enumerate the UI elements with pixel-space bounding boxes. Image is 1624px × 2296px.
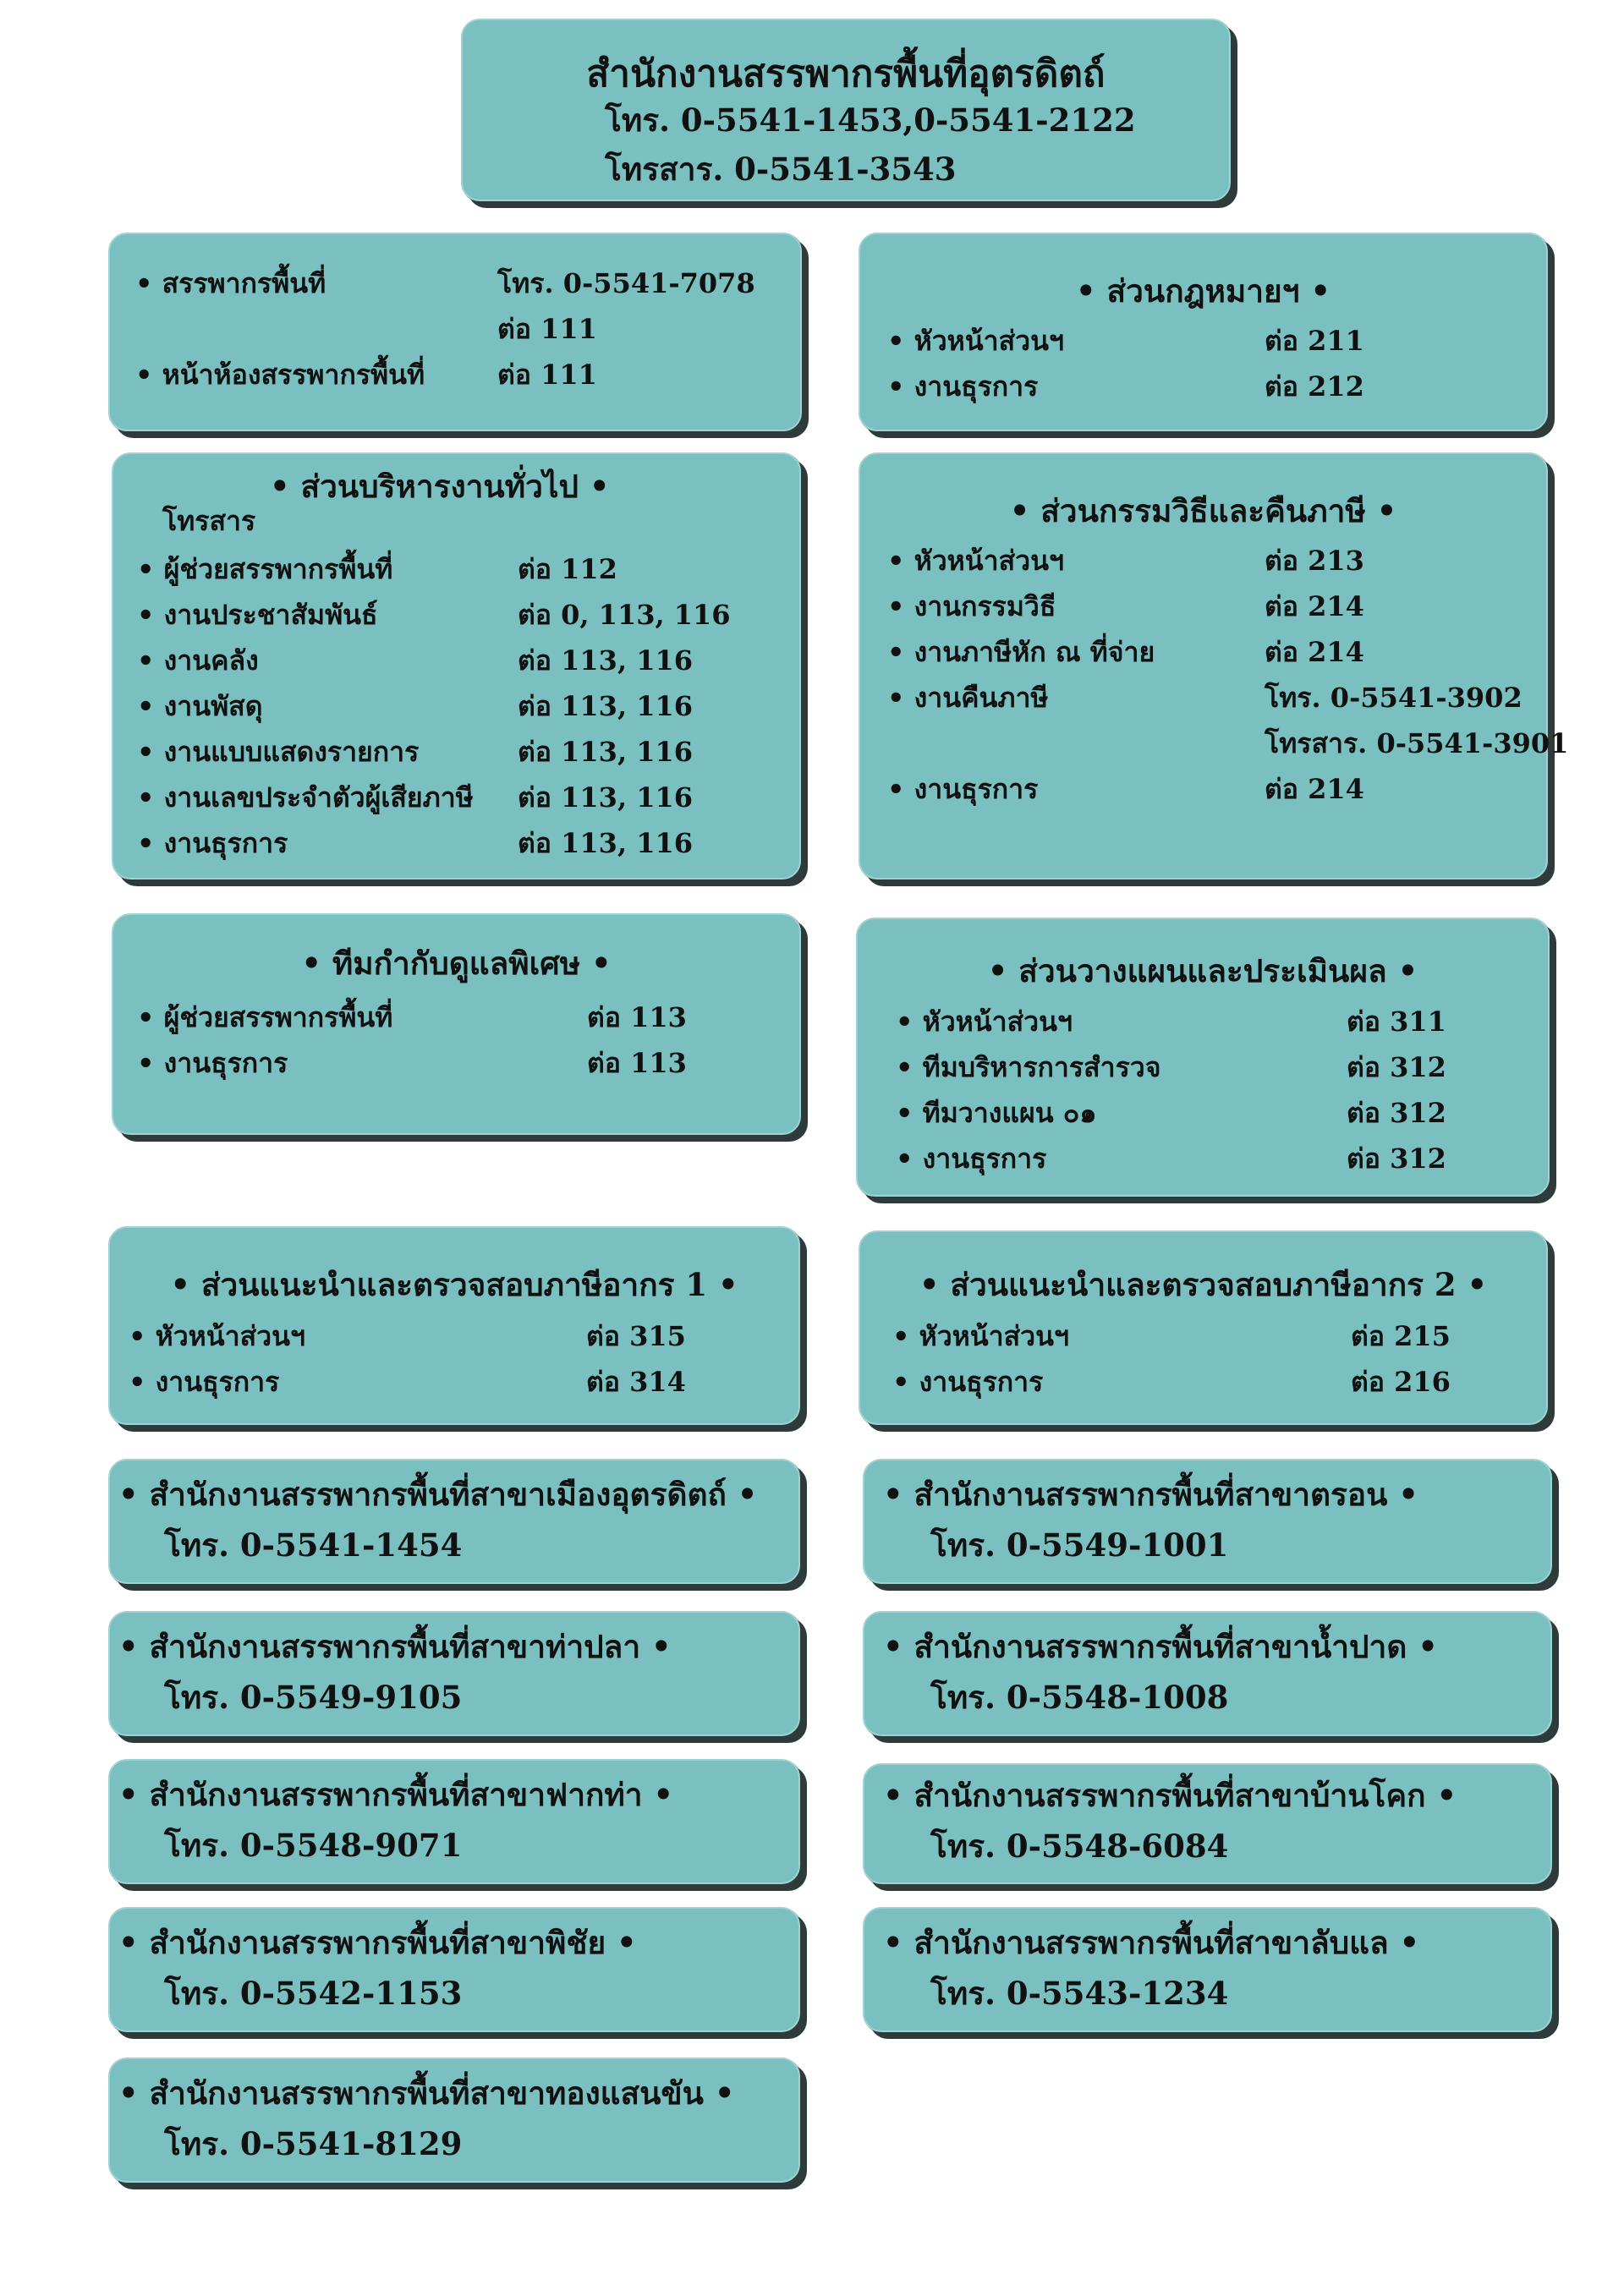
branch-phone: โทร. 0-5549-9105: [164, 1679, 463, 1716]
special-team-box: [112, 913, 801, 1135]
branch-name: • สำนักงานสรรพากรพื้นที่สาขาลับแล •: [883, 1924, 1420, 1961]
audit1-row-label: • หัวหน้าส่วนฯ: [129, 1320, 305, 1352]
special-row-ext: ต่อ 113: [587, 1001, 687, 1033]
special-row-label: • ผู้ช่วยสรรพากรพื้นที่: [137, 1001, 393, 1033]
planning-row-ext: ต่อ 312: [1347, 1051, 1446, 1083]
procedure-row-label: • งานคืนภาษี: [887, 682, 1049, 714]
audit1-title: • ส่วนแนะนำและตรวจสอบภาษีอากร 1 •: [170, 1266, 738, 1303]
legal-row-label: • งานธุรการ: [887, 370, 1039, 403]
planning-row-ext: ต่อ 312: [1347, 1143, 1446, 1175]
planning-row-label: • ทีมวางแผน ๐๑: [896, 1097, 1097, 1129]
planning-box: [856, 918, 1550, 1197]
admin-row-label: • งานพัสดุ: [137, 690, 263, 722]
front-office-label: • หน้าห้องสรรพากรพื้นที่: [135, 359, 425, 391]
area-revenue-ext: ต่อ 111: [497, 313, 597, 345]
office-fax: โทรสาร. 0-5541-3543: [605, 151, 957, 188]
front-office-ext: ต่อ 111: [497, 359, 597, 391]
branch-box: [108, 1759, 800, 1884]
audit2-row-ext: ต่อ 215: [1351, 1320, 1451, 1352]
admin-row-ext: ต่อ 113, 116: [518, 690, 694, 722]
audit2-box: [859, 1230, 1548, 1425]
admin-row-ext: ต่อ 113, 116: [518, 781, 694, 814]
general-admin-title: • ส่วนบริหารงานทั่วไป •: [270, 468, 610, 505]
office-title: สำนักงานสรรพากรพื้นที่อุตรดิตถ์: [586, 52, 1106, 96]
special-row-ext: ต่อ 113: [587, 1047, 687, 1079]
procedure-row-ext: โทร. 0-5541-3902: [1265, 682, 1522, 714]
branch-phone: โทร. 0-5549-1001: [930, 1526, 1229, 1564]
procedure-row-ext: ต่อ 214: [1265, 636, 1364, 668]
branch-phone: โทร. 0-5542-1153: [164, 1975, 463, 2012]
legal-row-label: • หัวหน้าส่วนฯ: [887, 325, 1064, 357]
branch-name: • สำนักงานสรรพากรพื้นที่สาขาทองแสนขัน •: [118, 2074, 735, 2112]
procedure-row-label: • งานกรรมวิธี: [887, 590, 1056, 622]
branch-name: • สำนักงานสรรพากรพื้นที่สาขาบ้านโคก •: [883, 1777, 1457, 1814]
procedure-row-label: • งานภาษีหัก ณ ที่จ่าย: [887, 636, 1155, 668]
admin-row-ext: ต่อ 112: [518, 553, 617, 585]
planning-title: • ส่วนวางแผนและประเมินผล •: [987, 952, 1418, 989]
legal-section-box: [859, 233, 1548, 431]
special-team-title: • ทีมกำกับดูแลพิเศษ •: [301, 945, 612, 982]
branch-name: • สำนักงานสรรพากรพื้นที่สาขาท่าปลา •: [118, 1628, 672, 1665]
admin-row-ext: ต่อ 0, 113, 116: [518, 599, 731, 631]
procedure-row-label: • งานธุรการ: [887, 773, 1039, 805]
admin-row-ext: ต่อ 113, 116: [518, 827, 694, 859]
legal-section-title: • ส่วนกฎหมายฯ •: [1076, 272, 1330, 310]
branch-name: • สำนักงานสรรพากรพื้นที่สาขาน้ำปาด •: [883, 1628, 1438, 1665]
office-phone: โทร. 0-5541-1453,0-5541-2122: [605, 101, 1136, 139]
planning-row-label: • งานธุรการ: [896, 1143, 1047, 1175]
audit1-row-ext: ต่อ 314: [586, 1366, 686, 1398]
procedure-refund-title: • ส่วนกรรมวิธีและคืนภาษี •: [1009, 492, 1397, 529]
admin-row-ext: ต่อ 113, 116: [518, 736, 694, 768]
procedure-row-ext: ต่อ 214: [1265, 590, 1364, 622]
special-row-label: • งานธุรการ: [137, 1047, 288, 1079]
branch-box: [863, 1907, 1552, 2032]
admin-row-label: • งานธุรการ: [137, 827, 288, 859]
general-admin-box: [112, 452, 801, 879]
branch-box: [108, 1611, 800, 1736]
branch-phone: โทร. 0-5543-1234: [930, 1975, 1229, 2012]
general-admin-fax: โทรสาร: [162, 505, 256, 537]
audit2-title: • ส่วนแนะนำและตรวจสอบภาษีอากร 2 •: [919, 1266, 1488, 1303]
branch-phone: โทร. 0-5548-9071: [164, 1827, 463, 1864]
branch-phone: โทร. 0-5548-1008: [930, 1679, 1229, 1716]
audit1-box: [108, 1226, 800, 1425]
planning-row-label: • ทีมบริหารการสำรวจ: [896, 1051, 1161, 1083]
legal-row-ext: ต่อ 212: [1265, 370, 1364, 403]
area-revenue-box: [108, 233, 802, 431]
procedure-row-ext: ต่อ 213: [1265, 545, 1364, 577]
branch-name: • สำนักงานสรรพากรพื้นที่สาขาพิชัย •: [118, 1924, 637, 1961]
procedure-refund-box: [859, 452, 1569, 879]
branch-name: • สำนักงานสรรพากรพื้นที่สาขาเมืองอุตรดิตถ์ •: [118, 1476, 758, 1513]
admin-row-label: • งานเลขประจำตัวผู้เสียภาษี: [137, 781, 474, 814]
admin-row-label: • งานคลัง: [137, 644, 259, 677]
branch-box: [108, 1459, 800, 1584]
legal-row-ext: ต่อ 211: [1265, 325, 1364, 357]
branch-box: [108, 2058, 800, 2183]
refund-fax: โทรสาร. 0-5541-3901: [1265, 727, 1569, 759]
planning-row-ext: ต่อ 312: [1347, 1097, 1446, 1129]
branch-name: • สำนักงานสรรพากรพื้นที่สาขาฟากท่า •: [118, 1776, 674, 1813]
planning-row-label: • หัวหน้าส่วนฯ: [896, 1006, 1073, 1038]
audit2-row-label: • งานธุรการ: [892, 1366, 1044, 1398]
branch-box: [863, 1763, 1552, 1884]
procedure-row-ext: ต่อ 214: [1265, 773, 1364, 805]
audit2-row-ext: ต่อ 216: [1351, 1366, 1451, 1398]
branch-box: [108, 1907, 800, 2032]
area-revenue-label: • สรรพากรพื้นที่: [135, 267, 326, 299]
branch-phone: โทร. 0-5541-1454: [164, 1526, 463, 1564]
branch-phone: โทร. 0-5541-8129: [164, 2125, 463, 2162]
admin-row-ext: ต่อ 113, 116: [518, 644, 694, 677]
audit1-row-ext: ต่อ 315: [586, 1320, 686, 1352]
admin-row-label: • งานแบบแสดงรายการ: [137, 736, 420, 768]
admin-row-label: • ผู้ช่วยสรรพากรพื้นที่: [137, 553, 393, 585]
branch-box: [863, 1611, 1552, 1736]
area-revenue-phone: โทร. 0-5541-7078: [497, 267, 755, 299]
audit1-row-label: • งานธุรการ: [129, 1366, 280, 1398]
header-box: [461, 19, 1231, 201]
branch-box: [863, 1459, 1552, 1584]
branch-name: • สำนักงานสรรพากรพื้นที่สาขาตรอน •: [883, 1476, 1418, 1513]
planning-row-ext: ต่อ 311: [1347, 1006, 1446, 1038]
audit2-row-label: • หัวหน้าส่วนฯ: [892, 1320, 1069, 1352]
procedure-row-label: • หัวหน้าส่วนฯ: [887, 545, 1064, 577]
branch-phone: โทร. 0-5548-6084: [930, 1827, 1229, 1865]
admin-row-label: • งานประชาสัมพันธ์: [137, 599, 378, 631]
